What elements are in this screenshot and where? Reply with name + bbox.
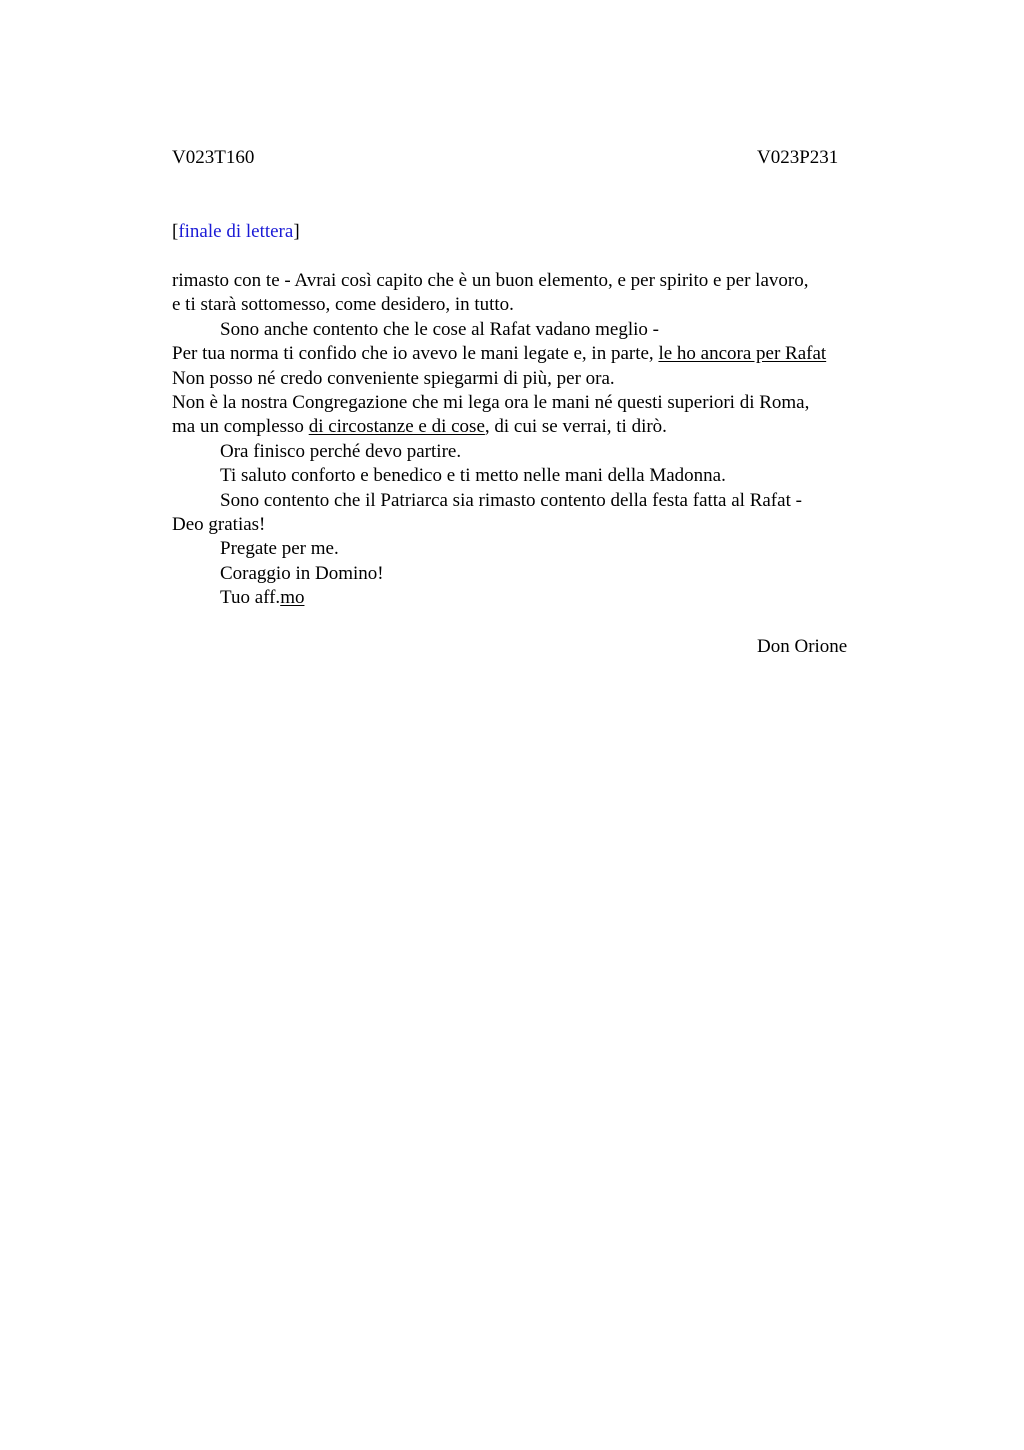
section-label-open-bracket: [ [172, 221, 179, 242]
letter-line-7-text: ma un complesso [172, 416, 309, 438]
letter-line-5: Non posso né credo conveniente spiegarmi di più, per ora. [172, 367, 615, 389]
document-code-right: V023P231 [757, 147, 839, 168]
letter-line-1: rimasto con te - Avrai così capito che è un buon elemento, e per spirito e per lavoro, [172, 270, 809, 291]
letter-line-7-tail: , di cui se verrai, ti dirò. [484, 416, 667, 438]
letter-line-8: Ora finisco perché devo partire. [220, 440, 462, 462]
letter-line-13: Coraggio in Domino! [220, 562, 384, 584]
letter-line-7-underlined: di circostanze e di cose [308, 416, 485, 438]
letter-line-4-text: Per tua norma ti confido che io avevo le mani legate e, in parte, [172, 343, 659, 365]
section-label [172, 220, 300, 244]
letter-line-11: Deo gratias! [172, 513, 266, 535]
section-label-close-bracket: ] [293, 221, 300, 242]
letter-line-14 [172, 586, 892, 610]
letter-line-4-underlined: le ho ancora per Rafat [658, 343, 827, 365]
letter-line-3: Sono anche contento che le cose al Rafat vadano meglio - [220, 318, 659, 340]
letter-line-7 [172, 415, 892, 439]
letter-line-6: Non è la nostra Congregazione che mi lega ora le mani né questi superiori di Roma, [172, 391, 810, 413]
letter-line-14-underlined: mo [280, 587, 305, 609]
letter-line-9: Ti saluto conforto e benedico e ti metto nelle mani della Madonna. [220, 465, 726, 487]
letter-line-4 [172, 342, 892, 366]
document-code-left: V023T160 [172, 147, 255, 168]
section-label-text: finale di lettera [178, 221, 294, 242]
letter-body [172, 269, 892, 610]
signature: Don Orione [757, 636, 848, 657]
letter-line-2: e ti starà sottomesso, come desidero, in tutto. [172, 294, 514, 316]
letter-line-10: Sono contento che il Patriarca sia rimasto contento della festa fatta al Rafat - [220, 489, 802, 511]
letter-line-12: Pregate per me. [220, 538, 339, 560]
letter-line-14-text: Tuo aff. [220, 587, 281, 609]
